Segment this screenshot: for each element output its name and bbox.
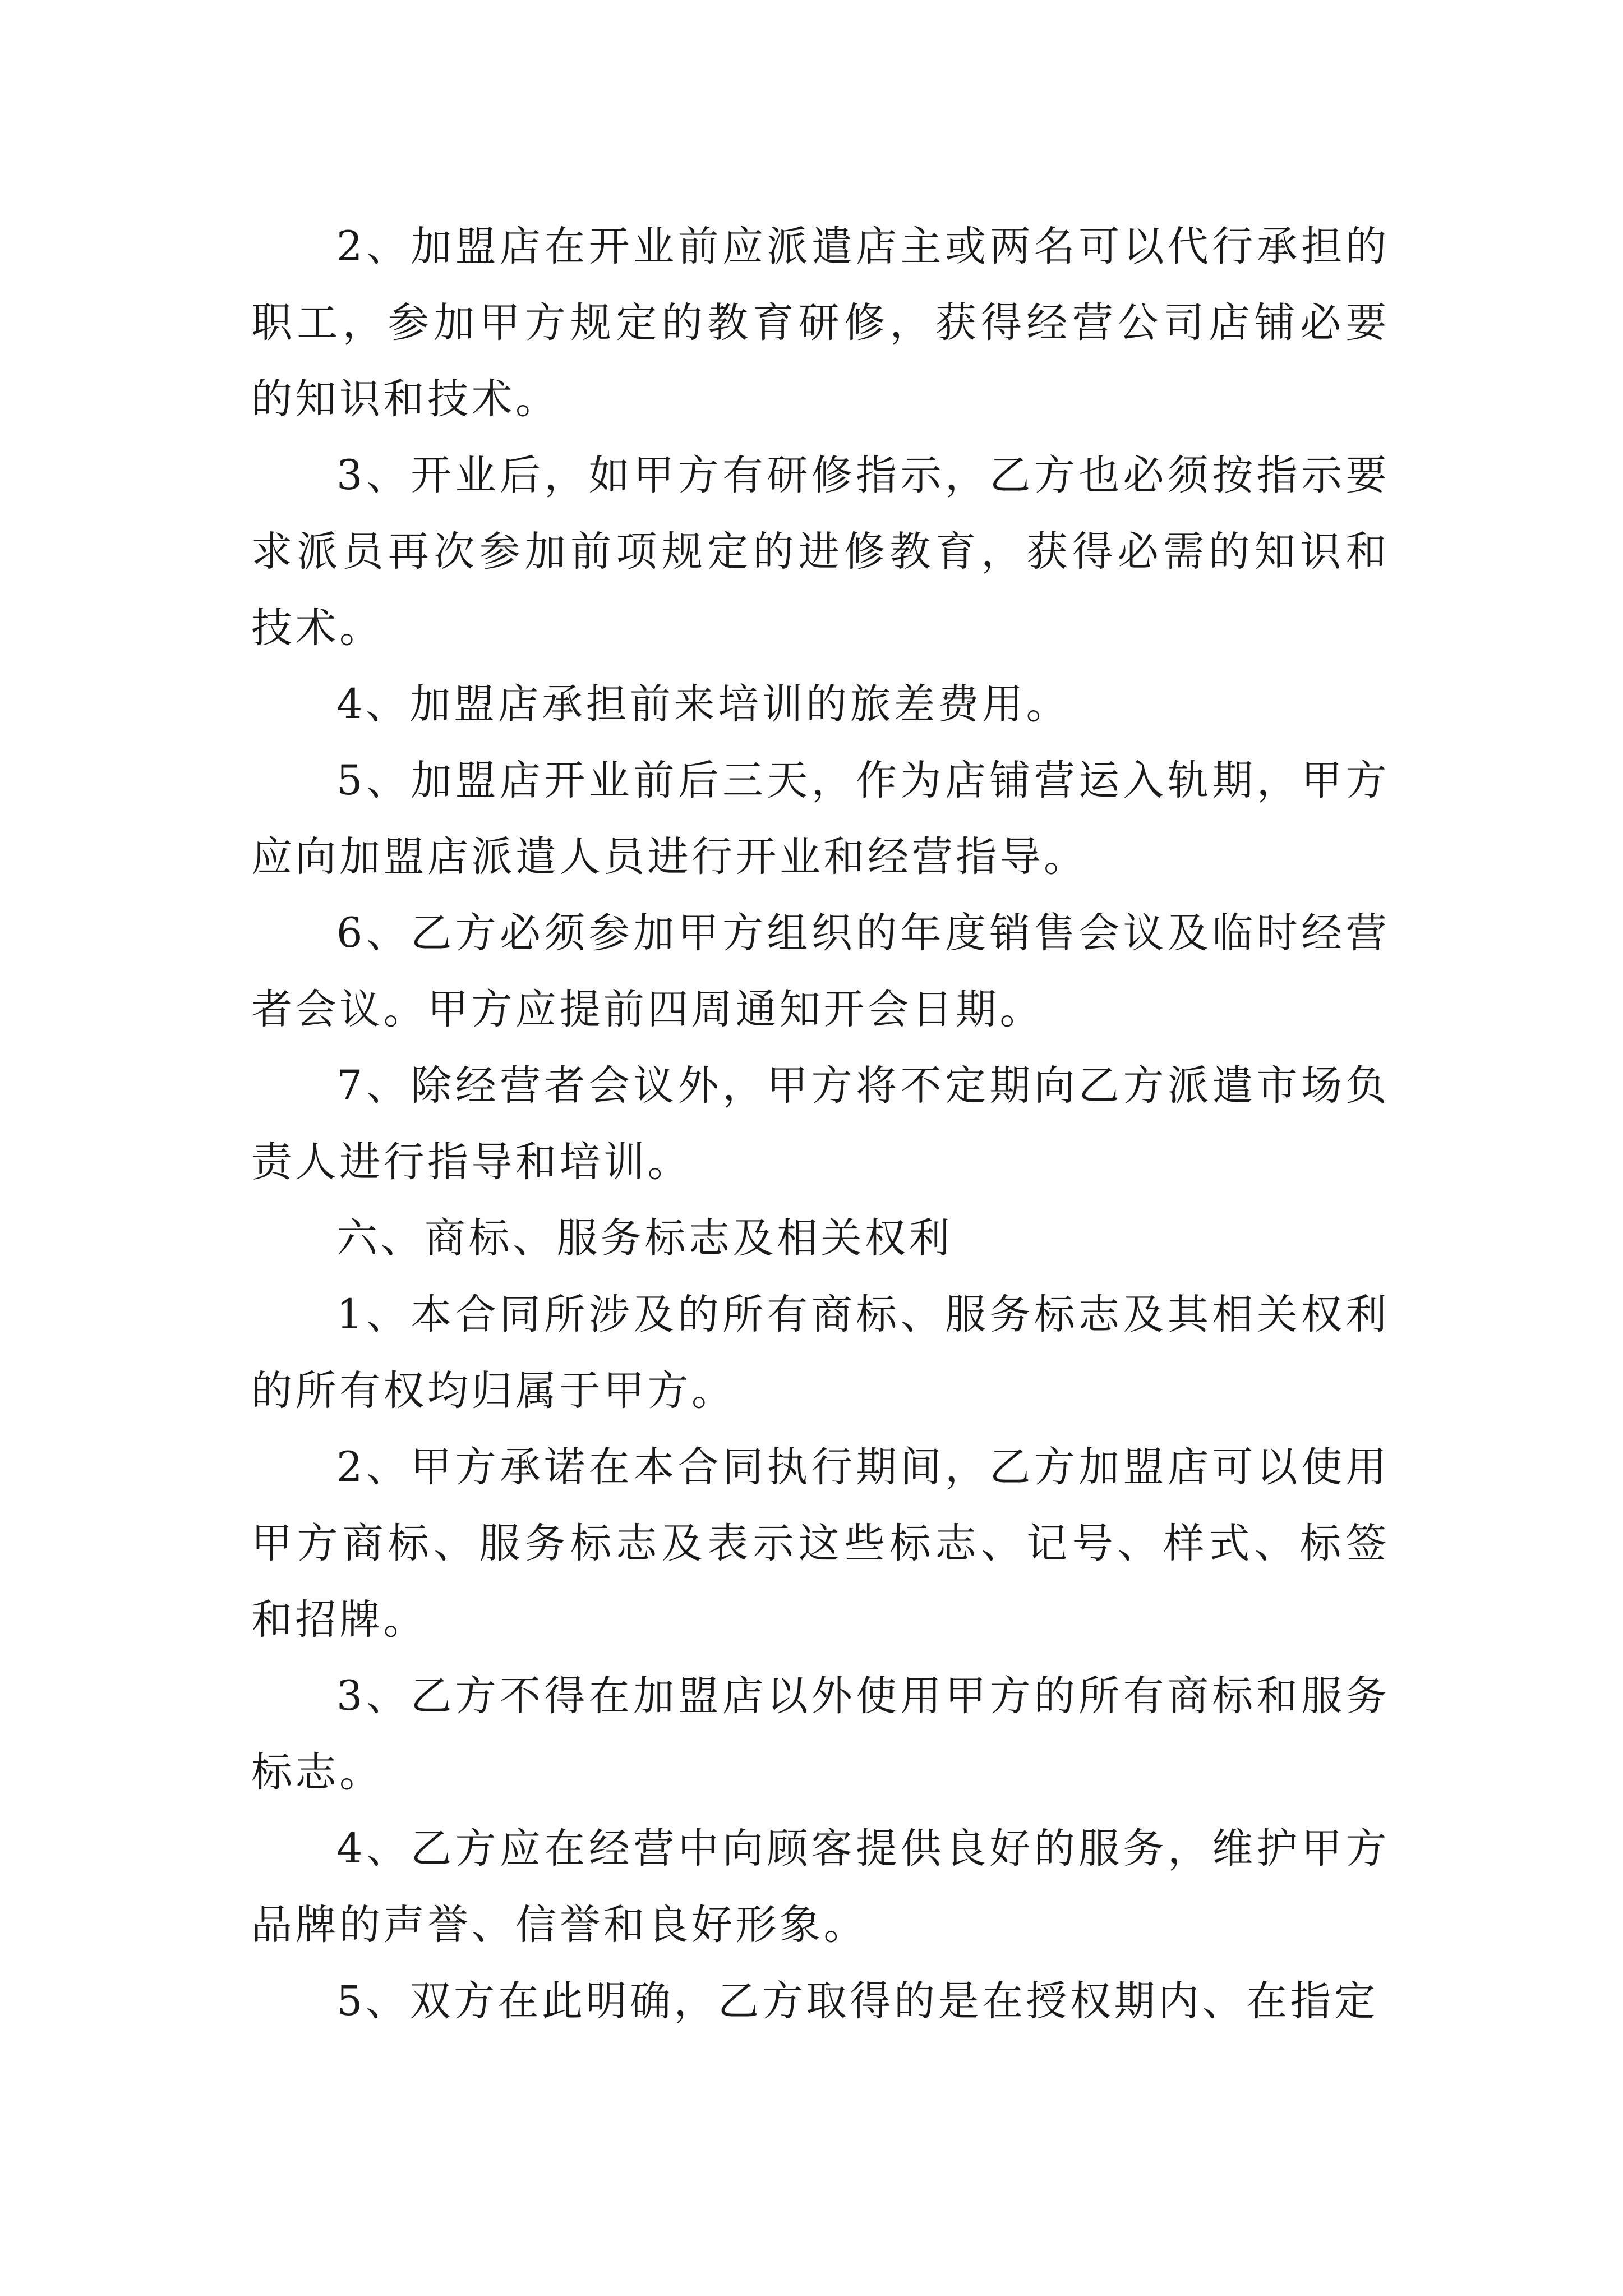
section-heading-trademarks: 六、商标、服务标志及相关权利 [336, 1214, 953, 1262]
paragraph-trademark-restriction: 3、乙方不得在加盟店以外使用甲方的所有商标和服务标志。 [251, 1672, 1390, 1796]
paragraph-training-before-opening: 2、加盟店在开业前应派遣店主或两名可以代行承担的职工，参加甲方规定的教育研修，获得经营公司店铺必要的知识和技术。 [251, 223, 1390, 423]
paragraph-trademark-ownership: 1、本合同所涉及的所有商标、服务标志及其相关权利的所有权均归属于甲方。 [251, 1291, 1390, 1415]
paragraph-opening-guidance: 5、加盟店开业前后三天，作为店铺营运入轨期，甲方应向加盟店派遣人员进行开业和经营指导。 [251, 757, 1390, 881]
paragraph-trademark-use: 2、甲方承诺在本合同执行期间，乙方加盟店可以使用甲方商标、服务标志及表示这些标志、记号、样式、标签和招牌。 [251, 1443, 1390, 1644]
paragraph-training-after-opening: 3、开业后，如甲方有研修指示，乙方也必须按指示要求派员再次参加前项规定的进修教育，获得必需的知识和技术。 [251, 452, 1390, 652]
paragraph-sales-meetings: 6、乙方必须参加甲方组织的年度销售会议及临时经营者会议。甲方应提前四周通知开会日期。 [251, 909, 1390, 1033]
paragraph-travel-expenses: 4、加盟店承担前来培训的旅差费用。 [336, 680, 1070, 728]
paragraph-authorization-scope: 5、双方在此明确，乙方取得的是在授权期内、在指定 [336, 1977, 1378, 2025]
paragraph-brand-reputation: 4、乙方应在经营中向顾客提供良好的服务，维护甲方品牌的声誉、信誉和良好形象。 [251, 1825, 1390, 1949]
paragraph-market-guidance: 7、除经营者会议外，甲方将不定期向乙方派遣市场负责人进行指导和培训。 [251, 1062, 1390, 1186]
document-body [251, 209, 1390, 2040]
